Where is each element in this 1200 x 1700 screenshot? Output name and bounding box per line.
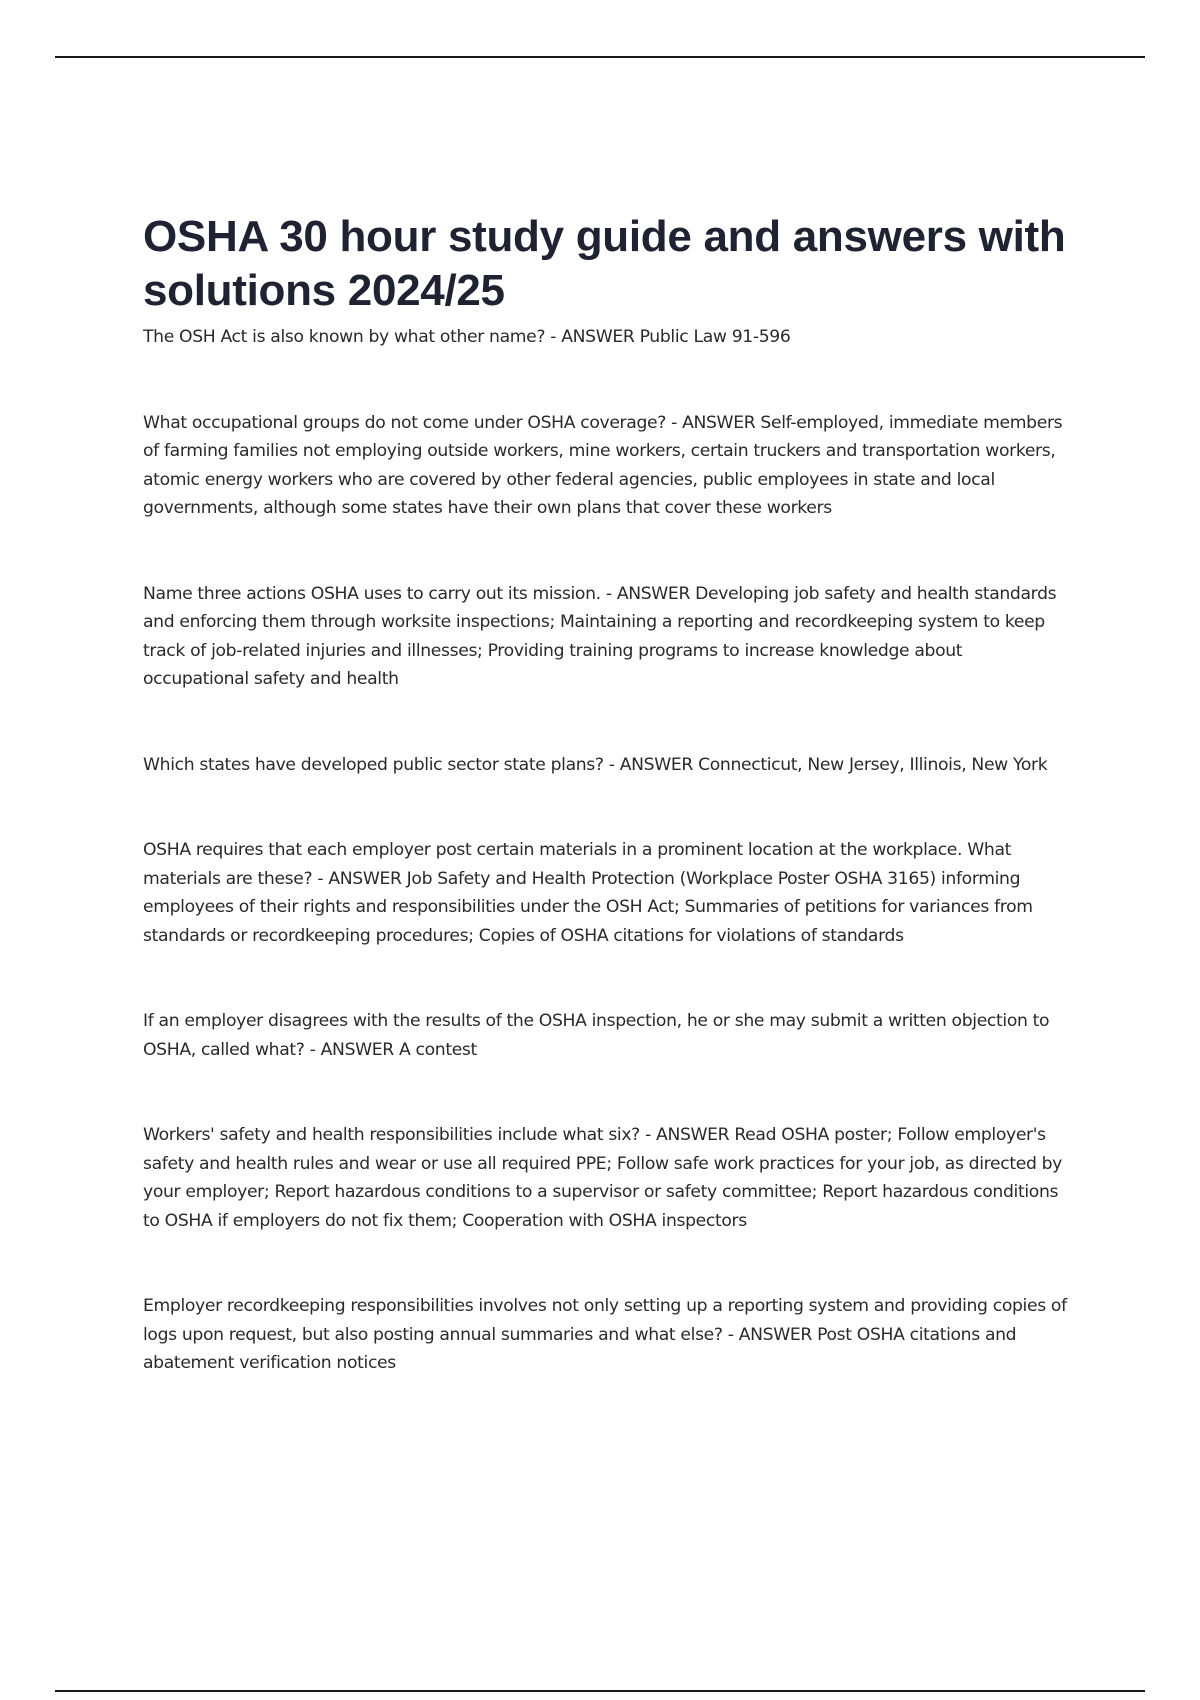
qa-item: The OSH Act is also known by what other name? - ANSWER Public Law 91-596: [143, 327, 791, 347]
qa-item: If an employer disagrees with the results of the OSHA inspection, he or she may submit a written objection to OSHA, called what? - ANSWER A contest: [143, 1011, 1050, 1060]
qa-item: Which states have developed public sector state plans? - ANSWER Connecticut, New Jersey, Illinois, New York: [143, 754, 1048, 775]
qa-item: What occupational groups do not come under OSHA coverage? - ANSWER Self-employed, immediate members of farming families not employing outside workers, mine workers, certain truckers and transportation workers, atomic energy workers who are covered by other federal agencies, public employees in state and local governments, although some states have their own plans that cover these workers: [143, 412, 1063, 518]
qa-item: OSHA requires that each employer post certain materials in a prominent location at the workplace. What materials are these? - ANSWER Job Safety and Health Protection (Workplace Poster OSHA 3165) informing employees of their rights and responsibilities under the OSH Act; Summaries of petitions for variances from standards or recordkeeping procedures; Copies of OSHA citations for violations of standards: [143, 840, 1033, 946]
qa-item: Employer recordkeeping responsibilities involves not only setting up a reporting system and providing copies of logs upon request, but also posting annual summaries and what else? - ANSWER Post OSHA citations and abatement verification notices: [143, 1296, 1067, 1373]
document-title: OSHA 30 hour study guide and answers with solutions 2024/25: [143, 212, 1066, 315]
qa-item: Name three actions OSHA uses to carry out its mission. - ANSWER Developing job safety and health standards and enforcing them through worksite inspections; Maintaining a reporting and recordkeeping system to keep track of job-related injuries and illnesses; Providing training programs to increase knowledge about occupational safety and health: [143, 583, 1057, 689]
footer-rule: [55, 1690, 1145, 1692]
header-rule: [55, 56, 1145, 58]
qa-item: Workers' safety and health responsibilities include what six? - ANSWER Read OSHA poster; Follow employer's safety and health rules and wear or use all required PPE; Follow safe work practices for your job, as directed by your employer; Report hazardous conditions to a supervisor or safety committee; Report hazardous conditions to OSHA if employers do not fix them; Cooperation with OSHA inspectors: [143, 1125, 1062, 1231]
document-body: [143, 210, 1068, 1378]
